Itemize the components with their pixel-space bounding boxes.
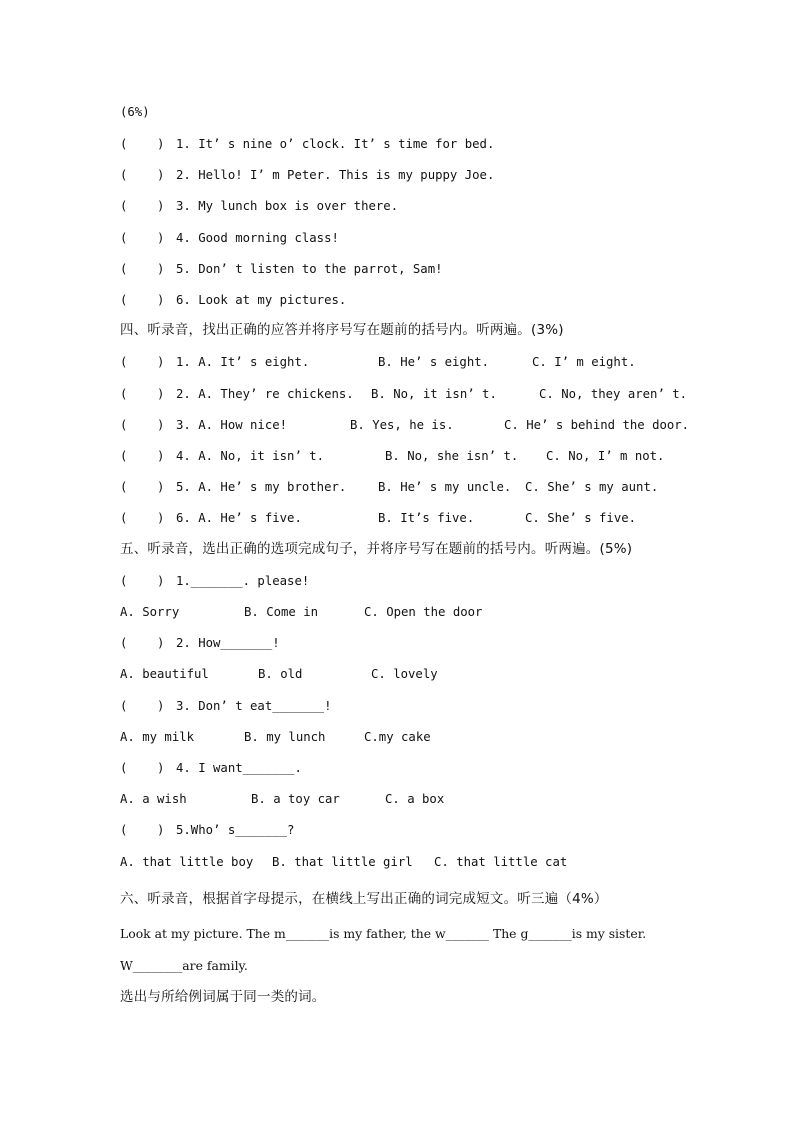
list-item [120, 167, 494, 183]
list-item [120, 136, 494, 152]
option-a: 4. A. No, it isn’ t. [176, 449, 325, 463]
answer-bracket[interactable]: ( ) [120, 511, 165, 525]
answer-bracket[interactable]: ( ) [120, 231, 165, 245]
option-c: C. No, they aren’ t. [539, 387, 688, 401]
answer-bracket[interactable]: ( ) [120, 137, 165, 151]
list-item [120, 417, 690, 433]
question-text: 1._______. please! [176, 574, 310, 588]
option-c: C. I’ m eight. [532, 355, 636, 369]
option-a: 2. A. They’ re chickens. [176, 387, 354, 401]
answer-bracket[interactable]: ( ) [120, 199, 165, 213]
item-text: 3. My lunch box is over there. [176, 199, 399, 213]
option-c: C. Open the door [364, 605, 483, 619]
question-text: 4. I want_______. [176, 761, 302, 775]
option-a: 6. A. He’ s five. [176, 511, 302, 525]
answer-bracket[interactable]: ( ) [120, 761, 165, 775]
question-text: 3. Don’ t eat_______! [176, 699, 332, 713]
answer-bracket[interactable]: ( ) [120, 699, 165, 713]
item-text: 6. Look at my pictures. [176, 293, 347, 307]
option-b: B. He’ s eight. [378, 355, 490, 369]
list-item [120, 448, 665, 464]
section6-heading: 六、听录音，根据首字母提示，在横线上写出正确的词完成短文。听三遍（4%） [120, 891, 608, 907]
list-item [120, 386, 688, 402]
answer-bracket[interactable]: ( ) [120, 480, 165, 494]
option-b: B. my lunch [244, 730, 326, 744]
answer-bracket[interactable]: ( ) [120, 449, 165, 463]
option-a: 1. A. It’ s eight. [176, 355, 310, 369]
passage-line-1: Look at my picture. The m_______is my father, the w_______ The g_______is my sister. [120, 926, 647, 941]
item-text: 2. Hello! I’ m Peter. This is my puppy Joe. [176, 168, 495, 182]
section7-heading: 选出与所给例词属于同一类的词。 [120, 989, 326, 1005]
answer-bracket[interactable]: ( ) [120, 168, 165, 182]
option-a: 3. A. How nice! [176, 418, 288, 432]
answer-bracket[interactable]: ( ) [120, 418, 165, 432]
list-item [120, 198, 398, 214]
option-b: B. No, it isn’ t. [371, 387, 497, 401]
option-c: C. lovely [371, 667, 438, 681]
list-item [120, 261, 443, 277]
list-item [120, 760, 302, 776]
option-c: C. a box [385, 792, 445, 806]
option-b: B. It’s five. [378, 511, 475, 525]
option-b: B. He’ s my uncle. [378, 480, 512, 494]
item-text: 4. Good morning class! [176, 231, 339, 245]
list-item [120, 822, 294, 838]
option-a: A. beautiful [120, 667, 209, 681]
options-row [120, 854, 568, 870]
option-a: A. Sorry [120, 605, 180, 619]
list-item [120, 573, 309, 589]
answer-bracket[interactable]: ( ) [120, 823, 165, 837]
answer-bracket[interactable]: ( ) [120, 574, 165, 588]
question-text: 2. How_______! [176, 636, 280, 650]
option-b: B. a toy car [251, 792, 340, 806]
option-b: B. No, she isn’ t. [385, 449, 519, 463]
option-b: B. Come in [244, 605, 319, 619]
option-a: A. that little boy [120, 855, 254, 869]
answer-bracket[interactable]: ( ) [120, 293, 165, 307]
option-c: C. She’ s five. [525, 511, 637, 525]
option-c: C. He’ s behind the door. [504, 418, 690, 432]
option-b: B. that little girl [272, 855, 413, 869]
answer-bracket[interactable]: ( ) [120, 262, 165, 276]
item-text: 1. It’ s nine o’ clock. It’ s time for bed. [176, 137, 495, 151]
options-row [120, 604, 483, 620]
options-row [120, 729, 431, 745]
item-text: 5. Don’ t listen to the parrot, Sam! [176, 262, 443, 276]
option-c: C. She’ s my aunt. [525, 480, 659, 494]
section4-heading: 四、听录音，找出正确的应答并将序号写在题前的括号内。听两遍。(3%) [120, 322, 564, 338]
options-row [120, 666, 438, 682]
section5-heading: 五、听录音，选出正确的选项完成句子，并将序号写在题前的括号内。听两遍。(5%) [120, 541, 633, 557]
list-item [120, 698, 331, 714]
options-row [120, 791, 445, 807]
list-item [120, 230, 339, 246]
option-b: B. Yes, he is. [350, 418, 454, 432]
passage-line-2: W________are family. [120, 958, 248, 973]
option-a: A. a wish [120, 792, 187, 806]
list-item [120, 479, 659, 495]
list-item [120, 354, 636, 370]
answer-bracket[interactable]: ( ) [120, 355, 165, 369]
answer-bracket[interactable]: ( ) [120, 636, 165, 650]
option-a: 5. A. He’ s my brother. [176, 480, 347, 494]
answer-bracket[interactable]: ( ) [120, 387, 165, 401]
list-item [120, 635, 280, 651]
section3-score: (6%) [120, 105, 150, 119]
option-c: C.my cake [364, 730, 431, 744]
option-c: C. that little cat [434, 855, 568, 869]
list-item [120, 510, 637, 526]
option-c: C. No, I’ m not. [546, 449, 665, 463]
question-text: 5.Who’ s_______? [176, 823, 295, 837]
option-a: A. my milk [120, 730, 195, 744]
list-item [120, 292, 346, 308]
option-b: B. old [258, 667, 303, 681]
